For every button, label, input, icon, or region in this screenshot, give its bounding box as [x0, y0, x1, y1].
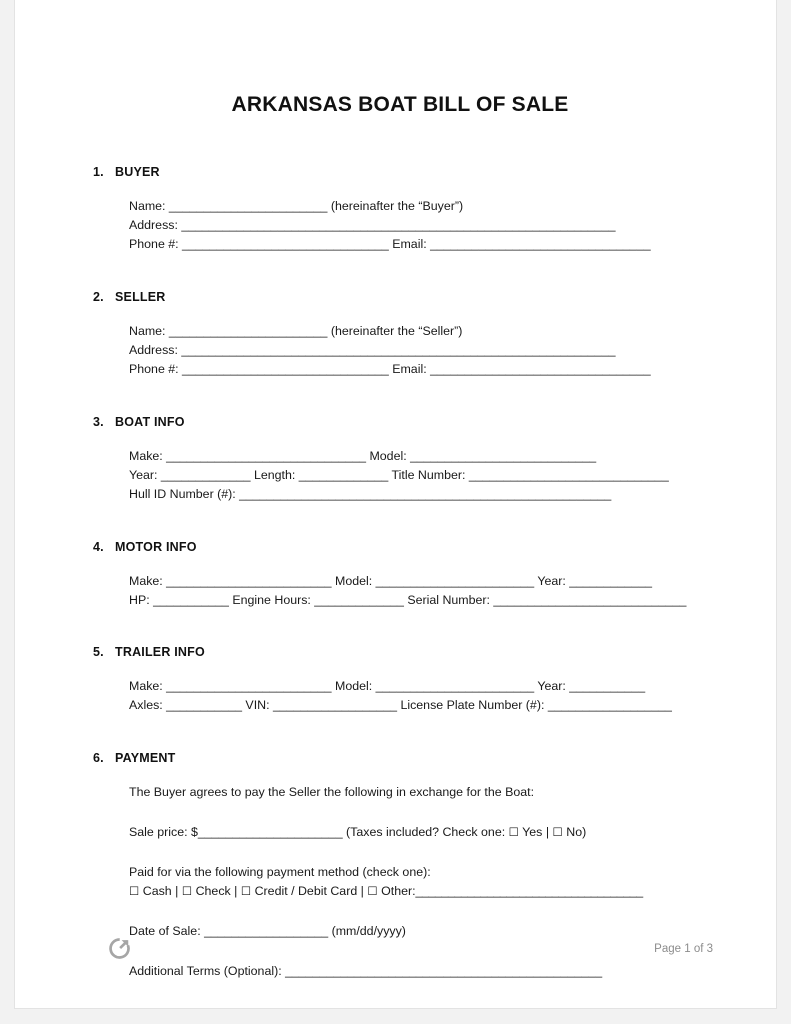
- section-motor-info: [93, 540, 707, 610]
- section-heading-payment: [93, 751, 707, 765]
- method-separator: |: [234, 884, 238, 898]
- checkbox-check[interactable]: ☐: [181, 884, 193, 898]
- section-number: 6.: [93, 751, 104, 765]
- section-title: SELLER: [115, 290, 166, 304]
- section-fields-boat-info: [93, 447, 707, 504]
- external-link-circle-icon[interactable]: [107, 936, 132, 961]
- field-trailer-make-model-year[interactable]: Make: ________________________ Model: _______________________ Year: ___________: [129, 679, 646, 693]
- label-taxes-yes: Yes: [522, 825, 543, 839]
- section-trailer-info: [93, 645, 707, 715]
- section-boat-info: [93, 415, 707, 504]
- section-title: BUYER: [115, 165, 160, 179]
- field-sale-price[interactable]: Sale price: $_____________________: [129, 825, 343, 839]
- checkbox-taxes-yes[interactable]: ☐: [508, 825, 519, 839]
- section-fields-motor-info: [93, 572, 707, 610]
- section-heading-motor-info: [93, 540, 707, 554]
- page-title: ARKANSAS BOAT BILL OF SALE: [231, 93, 569, 116]
- taxes-separator: |: [545, 825, 550, 839]
- method-separator: |: [175, 884, 179, 898]
- taxes-close-paren: ): [582, 825, 587, 839]
- checkbox-other[interactable]: ☐: [367, 884, 378, 898]
- section-heading-boat-info: [93, 415, 707, 429]
- field-boat-make-model[interactable]: Make: _____________________________ Model: ___________________________: [129, 449, 597, 463]
- section-title: PAYMENT: [115, 751, 176, 765]
- section-fields-trailer-info: [93, 677, 707, 715]
- label-taxes-no: No: [566, 825, 583, 839]
- field-boat-hull-id[interactable]: Hull ID Number (#): ______________________________________________________: [129, 487, 612, 501]
- method-separator: |: [360, 884, 364, 898]
- checkbox-credit-debit-card[interactable]: ☐: [240, 884, 252, 898]
- payment-intro-text: The Buyer agrees to pay the Seller the following in exchange for the Boat:: [129, 785, 535, 799]
- payment-method-prompt: Paid for via the following payment method (check one):: [129, 865, 431, 879]
- field-motor-hp-hours-serial[interactable]: HP: ___________ Engine Hours: _____________ Serial Number: ____________________________: [129, 593, 687, 607]
- label-credit-debit-card: Credit / Debit Card: [254, 884, 358, 898]
- field-other-payment-method[interactable]: ___________________________________: [415, 884, 643, 898]
- label-other: Other:: [381, 884, 416, 898]
- field-buyer-name[interactable]: Name: _______________________ (hereinafter the “Buyer”): [129, 199, 464, 213]
- field-trailer-axles-vin-plate[interactable]: Axles: ___________ VIN: __________________ License Plate Number (#): __________________: [129, 698, 672, 712]
- field-motor-make-model-year[interactable]: Make: ________________________ Model: _______________________ Year: ____________: [129, 574, 652, 588]
- section-heading-seller: [93, 290, 707, 304]
- page-number-label: Page 1 of 3: [654, 942, 713, 955]
- section-title: BOAT INFO: [115, 415, 185, 429]
- section-number: 3.: [93, 415, 104, 429]
- label-cash: Cash: [142, 884, 172, 898]
- section-number: 5.: [93, 645, 104, 659]
- section-buyer: [93, 165, 707, 254]
- field-boat-year-length-title[interactable]: Year: _____________ Length: _____________ Title Number: _____________________________: [129, 468, 669, 482]
- section-heading-trailer-info: [93, 645, 707, 659]
- field-buyer-address[interactable]: Address: _______________________________________________________________: [129, 218, 616, 232]
- field-seller-phone-email[interactable]: Phone #: ______________________________ Email: ________________________________: [129, 362, 651, 376]
- document-page: [14, 0, 777, 1009]
- document-body: [93, 0, 707, 981]
- section-number: 2.: [93, 290, 104, 304]
- section-heading-buyer: [93, 165, 707, 179]
- checkbox-cash[interactable]: ☐: [129, 884, 140, 898]
- field-additional-terms[interactable]: Additional Terms (Optional): ______________________________________________: [129, 964, 603, 978]
- section-fields-buyer: [93, 197, 707, 254]
- field-seller-address[interactable]: Address: _______________________________________________________________: [129, 343, 616, 357]
- section-title: MOTOR INFO: [115, 540, 197, 554]
- field-seller-name[interactable]: Name: _______________________ (hereinafter the “Seller”): [129, 324, 463, 338]
- section-number: 1.: [93, 165, 104, 179]
- section-title: TRAILER INFO: [115, 645, 205, 659]
- date-format-hint: (mm/dd/yyyy): [331, 924, 406, 938]
- section-fields-seller: [93, 322, 707, 379]
- taxes-included-question: (Taxes included? Check one:: [346, 825, 506, 839]
- section-number: 4.: [93, 540, 104, 554]
- section-seller: [93, 290, 707, 379]
- checkbox-taxes-no[interactable]: ☐: [552, 825, 563, 839]
- label-check: Check: [195, 884, 231, 898]
- payment-sale-price-row: [129, 823, 707, 842]
- field-buyer-phone-email[interactable]: Phone #: ______________________________ Email: ________________________________: [129, 237, 651, 251]
- payment-method-row: [129, 882, 707, 901]
- page-footer: [107, 936, 713, 961]
- field-date-of-sale[interactable]: Date of Sale: __________________: [129, 924, 329, 938]
